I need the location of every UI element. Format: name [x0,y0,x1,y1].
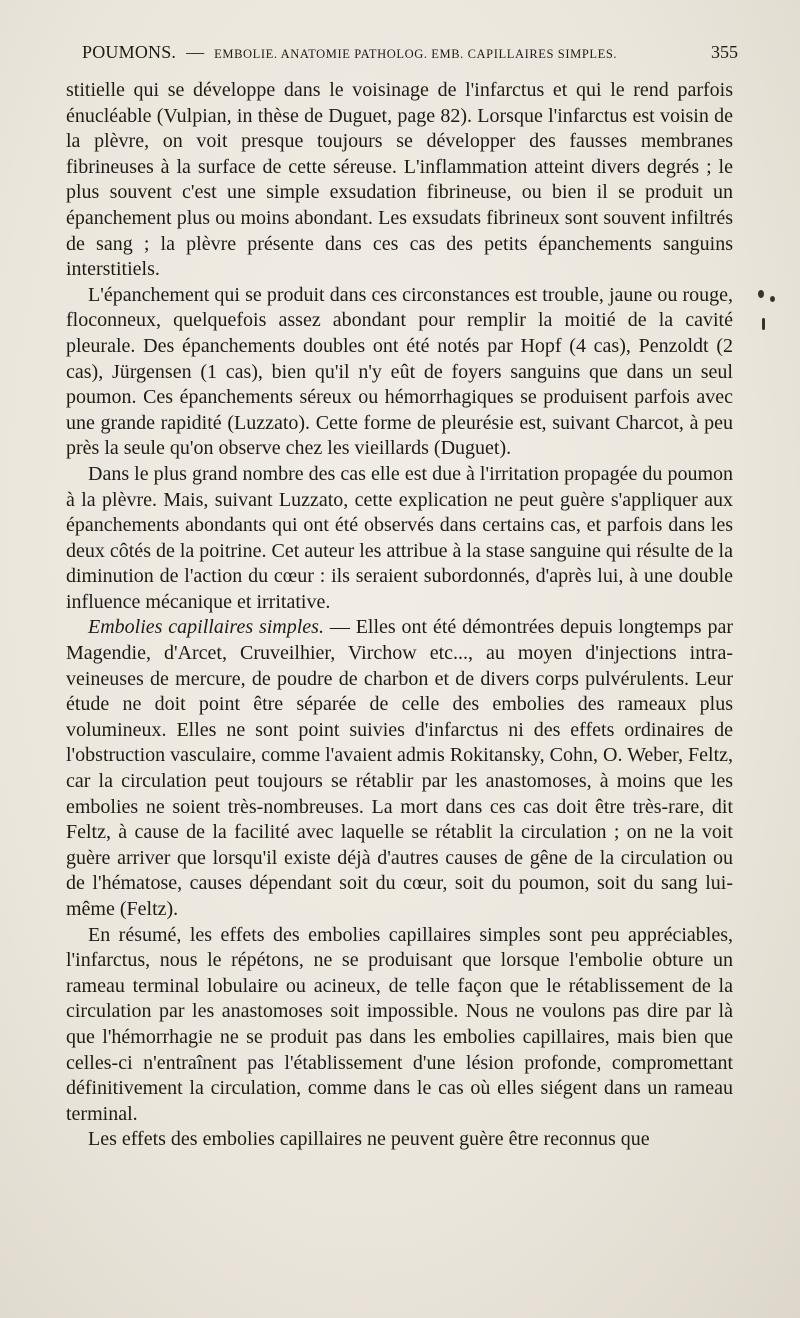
paragraph-2: L'épanchement qui se produit dans ces circonstances est trouble, jaune ou rouge, floconneux, quelquefois assez abondant pour remplir la moitié de la cavité pleurale. Des épanchements doubles ont été notés par Hopf (4 cas), Penzoldt (2 cas), Jürgensen (1 cas), bien qu'il n'y eût de foyers sanguins que dans un seul poumon. Ces épanchements séreux ou hémorrhagiques se produisent parfois avec une grande rapidité (Luzzato). Cette forme de pleurésie est, suivant Charcot, à peu près la seule qu'on observe chez les vieillards (Duguet). [66,283,733,460]
header-subheading: EMBOLIE. ANATOMIE PATHOLOG. EMB. CAPILLAIRES SIMPLES. [214,47,618,61]
ink-spot [762,318,765,330]
paragraph-1: stitielle qui se développe dans le voisinage de l'infarctus et qui le rend parfois énucléable (Vulpian, in thèse de Duguet, page 82). Lorsque l'infarctus est voisin de la plèvre, on voit presque toujours se développer des fausses membranes fibrineuses à la surface de cette séreuse. L'inflammation atteint divers degrés ; le plus souvent c'est une simple exsudation fibrineuse, ou bien il se produit un épanchement plus ou moins abondant. Les exsudats fibrineux sont souvent infiltrés de sang ; la plèvre présente dans ces cas des petits épanchements sanguins interstitiels. [66,79,733,281]
running-head: POUMONS. [82,42,177,62]
page-header [82,42,738,63]
body-text [66,78,733,1153]
ink-spot [770,296,775,302]
paragraph-4 [66,615,733,922]
header-dash: — [186,42,205,62]
paragraph-3: Dans le plus grand nombre des cas elle est due à l'irritation propagée du poumon à la plèvre. Mais, suivant Luzzato, cette explication ne peut guère s'appliquer aux épanchements abondants qui ont été observés dans certains cas, et parfois dans les deux côtés de la poitrine. Cet auteur les attribue à la stase sanguine qui résulte de la diminution de l'action du cœur : ils seraient subordonnés, d'après lui, à une double influence mécanique et irritative. [66,462,733,613]
ink-spots [748,270,788,350]
section-title: Embolies capillaires simples. [88,616,324,639]
paragraph-5: En résumé, les effets des embolies capillaires simples sont peu appréciables, l'infarctus, nous le répétons, ne se produisant que lorsque l'embolie obture un rameau terminal lobulaire ou acineux, de telle façon que le rétablissement de la circulation par les anastomoses soit impossible. Nous ne voulons pas dire par là que l'hémorrhagie ne se produit pas dans les embolies capillaires, mais bien que celles-ci n'entraînent pas l'établissement d'une lésion profonde, compromettant définitivement la circulation, comme dans le cas où elles siégent dans un rameau terminal. [66,923,733,1125]
page-number: 355 [711,42,738,62]
ink-spot [758,290,764,298]
paragraph-6: Les effets des embolies capillaires ne peuvent guère être reconnus que [88,1128,650,1151]
paragraph-4-text: — Elles ont été démontrées depuis longtemps par Magendie, d'Arcet, Cruveilhier, Virchow etc..., au moyen d'injections intra-veineuses de mercure, de poudre de charbon et de divers corps pulvérulents. Leur étude ne doit point être séparée de celle des embolies des rameaux plus volumineux. Elles ne sont point suivies d'infarctus ni des effets ordinaires de l'obstruction vasculaire, comme l'avaient admis Rokitansky, Cohn, O. Weber, Feltz, car la circulation peut toujours se rétablir par les anastomoses, à moins que les embolies ne soient très-nombreuses. La mort dans ces cas doit être très-rare, dit Feltz, à cause de la facilité avec laquelle se rétablit la circulation ; on ne la voit guère arriver que lorsqu'il existe déjà d'autres causes de gêne de la circulation ou de l'hématose, causes dépendant soit du cœur, soit du poumon, soit du sang lui-même (Feltz). [66,616,733,920]
